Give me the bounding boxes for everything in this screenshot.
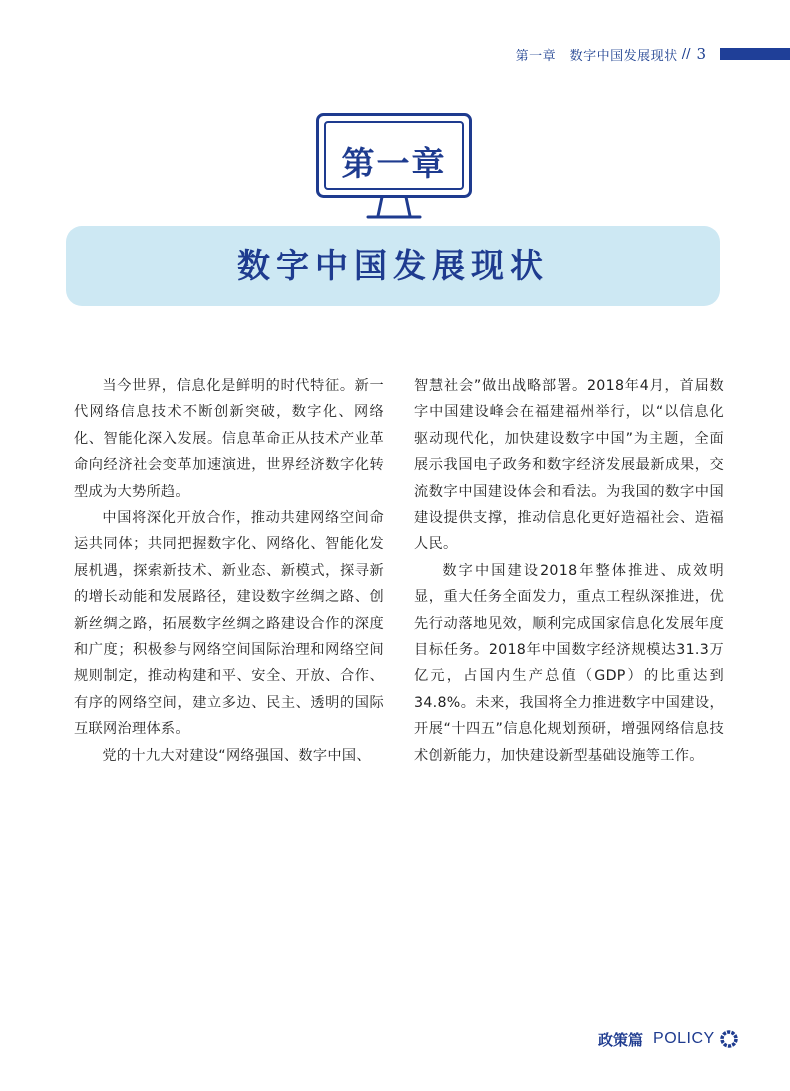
right-column [414, 373, 724, 769]
chapter-title: 数字中国发展现状 [237, 246, 549, 285]
paragraph: 数字中国建设2018年整体推进、成效明显，重大任务全面发力，重点工程纵深推进，优先行动落地见效，顺利完成国家信息化发展年度目标任务。2018年中国数字经济规模达31.3万亿元，占国内生产总值（GDP）的比重达到34.8%。未来，我国将全力推进数字中国建设，开展“十四五”信息化规划预研，增强网络信息技术创新能力，加快建设新型基础设施等工作。 [414, 562, 724, 764]
paragraph: 中国将深化开放合作，推动共建网络空间命运共同体；共同把握数字化、网络化、智能化发展机遇，探索新技术、新业态、新模式，探寻新的增长动能和发展路径，建设数字丝绸之路、创新丝绸之路，拓展数字丝绸之路建设合作的深度和广度；积极参与网络空间国际治理和网络空间规则制定，推动构建和平、安全、开放、合作、有序的网络空间，建立多边、民主、透明的国际互联网治理体系。 [74, 510, 384, 738]
ring-icon [719, 1029, 739, 1049]
section-name-en: POLICY [653, 1030, 715, 1047]
chapter-label: 第一章 [341, 144, 447, 183]
paragraph: 智慧社会”做出战略部署。2018年4月，首届数字中国建设峰会在福建福州举行，以“以信息化驱动现代化，加快建设数字中国”为主题，全面展示我国电子政务和数字经济发展最新成果，交流数字中国建设体会和看法。为我国的数字中国建设提供支撑，推动信息化更好造福社会、造福人民。 [414, 378, 724, 553]
paragraph: 当今世界，信息化是鲜明的时代特征。新一代网络信息技术不断创新突破，数字化、网络化、智能化深入发展。信息革命正从技术产业革命向经济社会变革加速演进，世界经济数字化转型成为大势所趋。 [74, 378, 384, 500]
running-title: 第一章 数字中国发展现状 [515, 48, 678, 64]
header-accent-bar [720, 48, 790, 60]
section-name-cn: 政策篇 [598, 1030, 644, 1049]
page-footer [598, 1028, 739, 1050]
left-column [74, 373, 384, 769]
paragraph: 党的十九大对建设“网络强国、数字中国、 [102, 747, 371, 764]
page-number: 3 [696, 45, 706, 63]
running-header [516, 44, 790, 64]
header-separator: // [681, 46, 691, 62]
